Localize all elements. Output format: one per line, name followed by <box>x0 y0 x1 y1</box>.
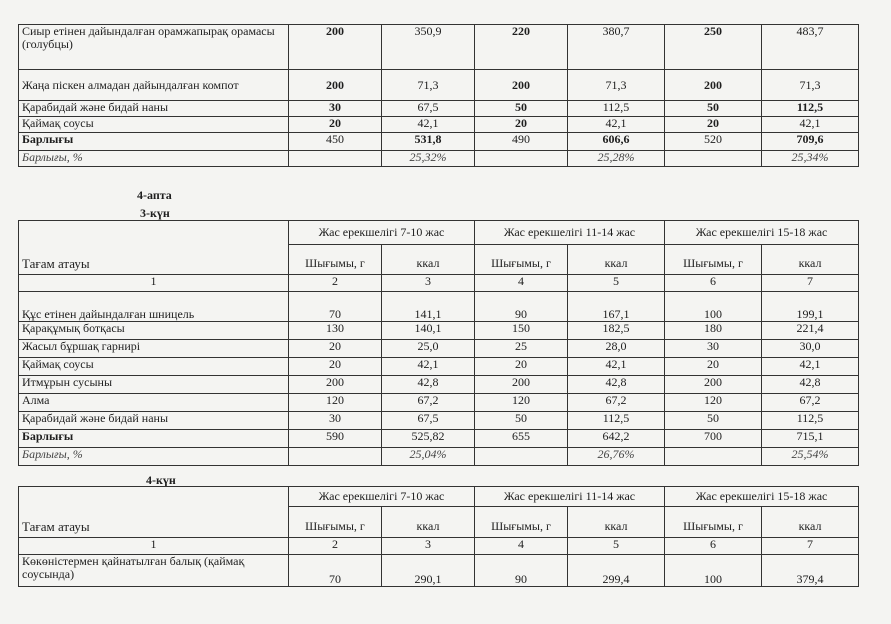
column-header: ккал <box>382 245 475 275</box>
dish-name: Қарақұмық ботқасы <box>19 322 289 340</box>
dish-name: Сиыр етінен дайындалған орамжапырақ орамасы (голубцы) <box>19 25 289 70</box>
table-row: Итмұрын сусыны 200 42,8 200 42,8 200 42,8 <box>19 376 859 394</box>
dish-name: Көкөністермен қайнатылған балық (қаймақ соусында) <box>19 555 289 587</box>
column-number-row: 1 2 3 4 5 6 7 <box>19 538 859 555</box>
table-row: Қаймақ соусы 20 42,1 20 42,1 20 42,1 <box>19 358 859 376</box>
table-row: Қарабидай және бидай наны 30 67,5 50 112,5 50 112,5 <box>19 101 859 117</box>
column-number-row: 1 2 3 4 5 6 7 <box>19 275 859 292</box>
column-header: ккал <box>762 245 859 275</box>
day-label: 3-күн <box>140 206 170 220</box>
table-row: Жаңа піскен алмадан дайындалған компот 200 71,3 200 71,3 200 71,3 <box>19 70 859 101</box>
total-row: Барлығы 590 525,82 655 642,2 700 715,1 <box>19 430 859 448</box>
table-row: Сиыр етінен дайындалған орамжапырақ орамасы (голубцы) 200 350,9 220 380,7 250 483,7 <box>19 25 859 70</box>
column-header: ккал <box>382 507 475 538</box>
column-header: Жас ерекшелігі 15-18 жас <box>665 221 859 245</box>
column-header: Шығымы, г <box>475 507 568 538</box>
table-row: Қарабидай және бидай наны 30 67,5 50 112,5 50 112,5 <box>19 412 859 430</box>
week-label: 4-апта <box>137 188 172 202</box>
total-row: Барлығы 450 531,8 490 606,6 520 709,6 <box>19 133 859 151</box>
table-row: Құс етінен дайындалған шницель 70 141,1 90 167,1 100 199,1 <box>19 292 859 322</box>
table-row: Көкөністермен қайнатылған балық (қаймақ соусында) 70 290,1 90 299,4 100 379,4 <box>19 555 859 587</box>
dish-name: Жасыл бұршақ гарнирі <box>19 340 289 358</box>
table-row: Жасыл бұршақ гарнирі 20 25,0 25 28,0 30 30,0 <box>19 340 859 358</box>
table-row: Қаймақ соусы 20 42,1 20 42,1 20 42,1 <box>19 117 859 133</box>
dish-name: Қаймақ соусы <box>19 117 289 133</box>
column-header: Жас ерекшелігі 11-14 жас <box>475 487 665 507</box>
dish-name: Қаймақ соусы <box>19 358 289 376</box>
table-row: Қарақұмық ботқасы 130 140,1 150 182,5 180 221,4 <box>19 322 859 340</box>
dish-name: Итмұрын сусыны <box>19 376 289 394</box>
dish-name: Жаңа піскен алмадан дайындалған компот <box>19 70 289 101</box>
column-header: Шығымы, г <box>289 245 382 275</box>
column-header: Шығымы, г <box>289 507 382 538</box>
column-header: ккал <box>762 507 859 538</box>
column-header: Жас ерекшелігі 11-14 жас <box>475 221 665 245</box>
column-header: Тағам атауы <box>19 487 289 538</box>
day-label: 4-күн <box>146 473 176 487</box>
column-header: Жас ерекшелігі 7-10 жас <box>289 221 475 245</box>
column-header: Тағам атауы <box>19 221 289 275</box>
percent-row: Барлығы, % 25,32% 25,28% 25,34% <box>19 151 859 167</box>
percent-row: Барлығы, % 25,04% 26,76% 25,54% <box>19 448 859 466</box>
dish-name: Қарабидай және бидай наны <box>19 412 289 430</box>
table-row: Алма 120 67,2 120 67,2 120 67,2 <box>19 394 859 412</box>
column-header: Шығымы, г <box>665 507 762 538</box>
column-header: ккал <box>568 507 665 538</box>
column-header: Шығымы, г <box>665 245 762 275</box>
menu-table-day4 <box>18 486 859 587</box>
menu-table-day2 <box>18 24 859 167</box>
menu-table-day3 <box>18 220 859 466</box>
column-header: Жас ерекшелігі 15-18 жас <box>665 487 859 507</box>
column-header: ккал <box>568 245 665 275</box>
column-header: Жас ерекшелігі 7-10 жас <box>289 487 475 507</box>
column-header: Шығымы, г <box>475 245 568 275</box>
dish-name: Құс етінен дайындалған шницель <box>19 292 289 322</box>
dish-name: Қарабидай және бидай наны <box>19 101 289 117</box>
dish-name: Алма <box>19 394 289 412</box>
